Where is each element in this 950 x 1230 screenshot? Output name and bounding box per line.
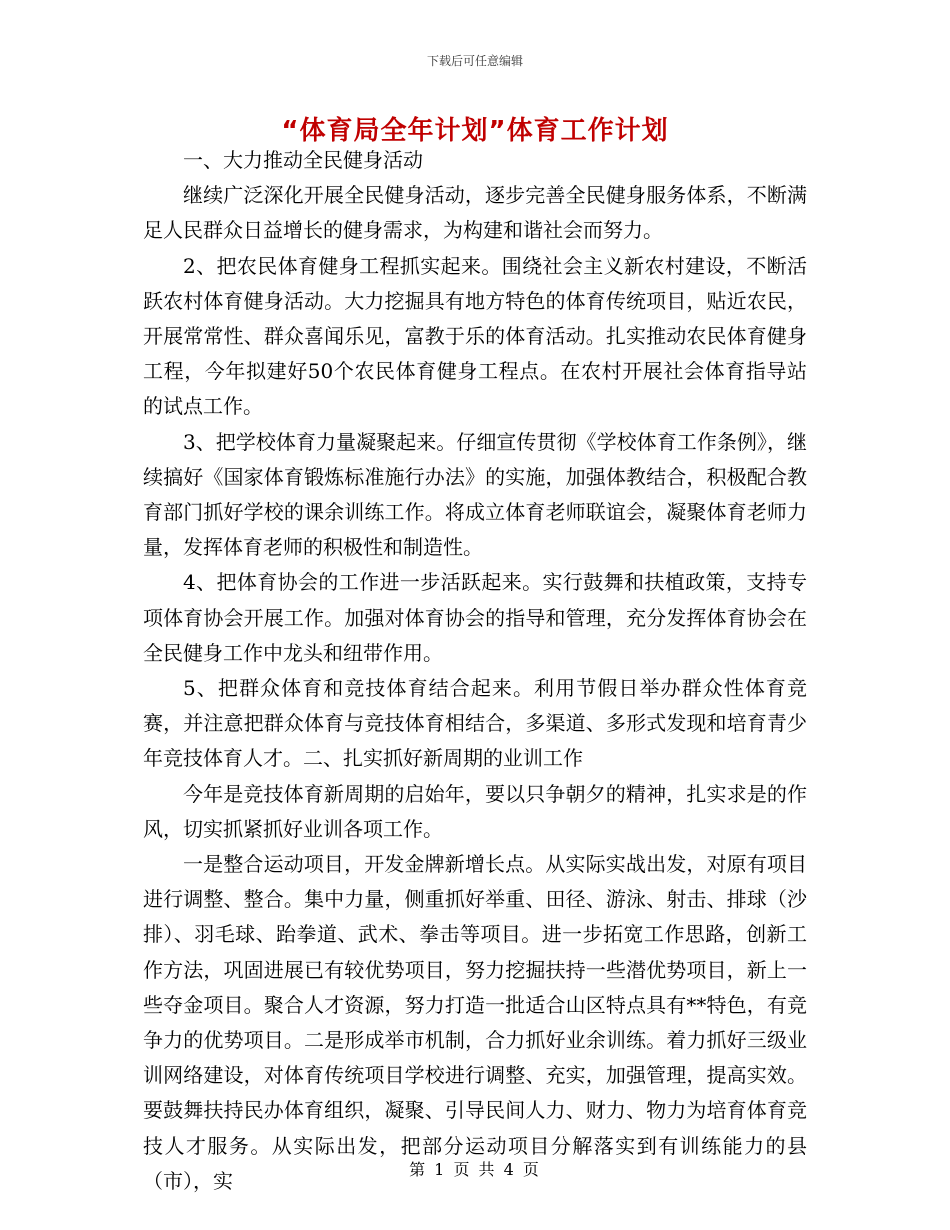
paragraph: 一、大力推动全民健身活动 [183, 148, 423, 172]
paragraph: 3、把学校体育力量凝聚起来。仔细宣传贯彻《学校体育工作条例》，继续搞好《国家体育锻炼标准施行办法》的实施，加强体教结合，积极配合教育部门抓好学校的课余训练工作。将成立体育老师联谊会，凝聚体育老师力量，发挥体育老师的积极性和制造性。 [143, 429, 807, 560]
paragraph: 4、把体育协会的工作进一步活跃起来。实行鼓舞和扶植政策，支持专项体育协会开展工作。加强对体育协会的指导和管理，充分发挥体育协会在全民健身工作中龙头和纽带作用。 [143, 570, 807, 665]
paragraph: 今年是竞技体育新周期的启始年，要以只争朝夕的精神，扎实求是的作风，切实抓紧抓好业训各项工作。 [143, 781, 807, 841]
paragraph: 2、把农民体育健身工程抓实起来。围绕社会主义新农村建设，不断活跃农村体育健身活动。大力挖掘具有地方特色的体育传统项目，贴近农民，开展常常性、群众喜闻乐见，富教于乐的体育活动。扎实推动农民体育健身工程，今年拟建好50个农民体育健身工程点。在农村开展社会体育指导站的试点工作。 [143, 253, 807, 419]
page-header: 下载后可任意编辑 [426, 54, 523, 68]
page-footer: 第 1 页 共 4 页 [409, 1160, 541, 1179]
paragraph: 一是整合运动项目，开发金牌新增长点。从实际实战出发，对原有项目进行调整、整合。集中力量，侧重抓好举重、田径、游泳、射击、排球（沙排）、羽毛球、跆拳道、武术、拳击等项目。进一步拓宽工作思路，创新工作方法，巩固进展已有较优势项目，努力挖掘扶持一些潜优势项目，新上一些夺金项目。聚合人才资源，努力打造一批适合山区特点具有**特色，有竞争力的优势项目。二是形成举市机制，合力抓好业余训练。着力抓好三级业训网络建设，对体育传统项目学校进行调整、充实，加强管理，提高实效。要鼓舞扶持民办体育组织，凝聚、引导民间人力、财力、物力为培育体育竞技人才服务。从实际出发，把部分运动项目分解落实到有训练能力的县（市），实 [143, 852, 807, 1193]
paragraph: 继续广泛深化开展全民健身活动，逐步完善全民健身服务体系，不断满足人民群众日益增长的健身需求，为构建和谐社会而努力。 [143, 183, 807, 243]
document-body [143, 143, 807, 1199]
document-title: “体育局全年计划”体育工作计划 [281, 116, 669, 146]
paragraph: 5、把群众体育和竞技体育结合起来。利用节假日举办群众性体育竞赛，并注意把群众体育与竞技体育相结合，多渠道、多形式发现和培育青少年竞技体育人才。二、扎实抓好新周期的业训工作 [143, 676, 807, 771]
